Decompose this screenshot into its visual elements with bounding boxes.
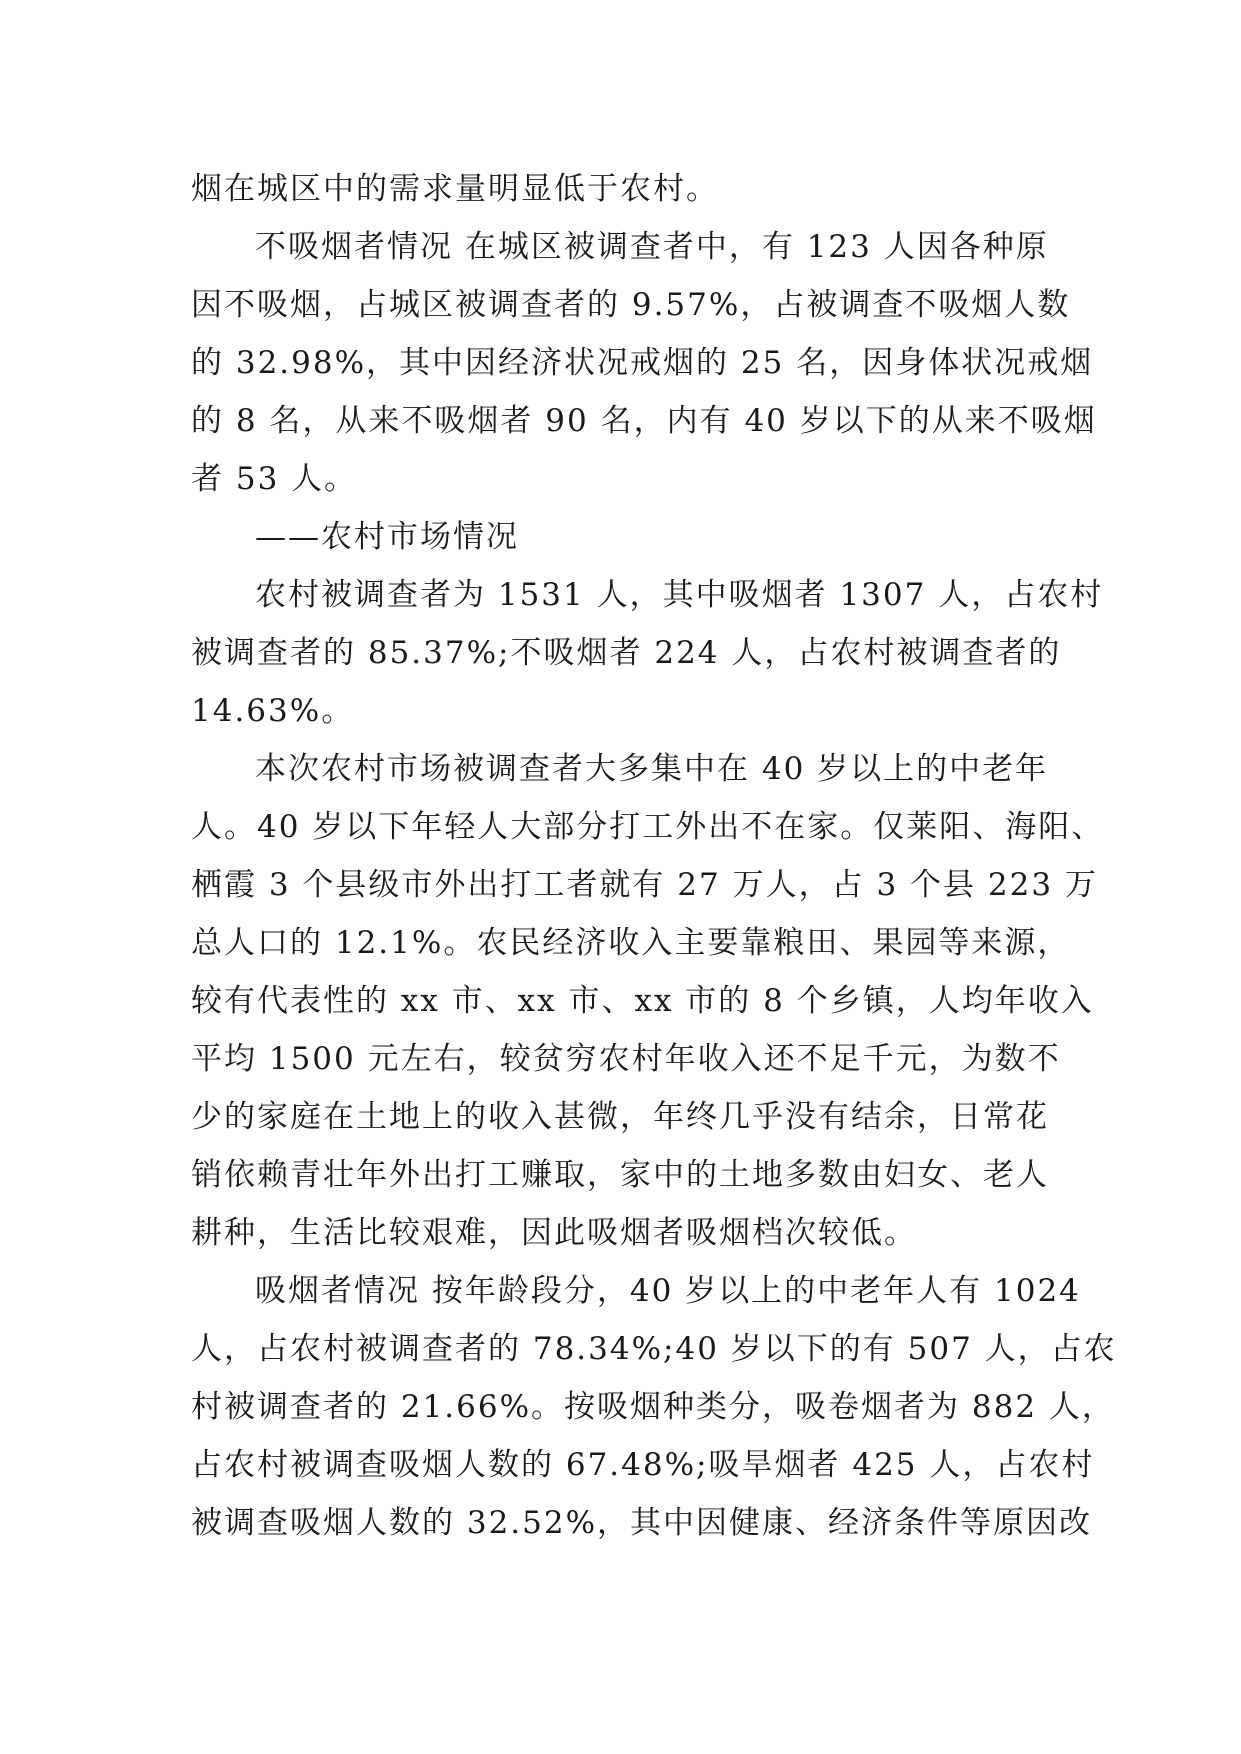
text-line: 平均 1500 元左右，较贫穷农村年收入还不足千元，为数不 <box>191 1041 1061 1077</box>
text-line: 因不吸烟，占城区被调查者的 9.57%，占被调查不吸烟人数 <box>191 287 1071 323</box>
text-line: 14.63%。 <box>191 693 355 729</box>
text-line: 人，占农村被调查者的 78.34%;40 岁以下的有 507 人，占农 <box>191 1331 1117 1367</box>
text-line: 被调查者的 85.37%;不吸烟者 224 人，占农村被调查者的 <box>191 635 1062 671</box>
text-line: 村被调查者的 21.66%。按吸烟种类分，吸卷烟者为 882 人， <box>191 1389 1115 1425</box>
text-line: 总人口的 12.1%。农民经济收入主要靠粮田、果园等来源， <box>191 925 1071 961</box>
document-body <box>191 160 1117 1552</box>
text-line: 者 53 人。 <box>191 461 358 497</box>
text-line: 较有代表性的 xx 市、xx 市、xx 市的 8 个乡镇，人均年收入 <box>191 983 1094 1019</box>
text-line: 的 32.98%，其中因经济状况戒烟的 25 名，因身体状况戒烟 <box>191 345 1094 381</box>
text-line: 农村被调查者为 1531 人，其中吸烟者 1307 人，占农村 <box>255 577 1104 613</box>
text-line: 人。40 岁以下年轻人大部分打工外出不在家。仅莱阳、海阳、 <box>191 809 1105 845</box>
text-line: 本次农村市场被调查者大多集中在 40 岁以上的中老年 <box>255 751 1049 787</box>
text-line: 占农村被调查吸烟人数的 67.48%;吸旱烟者 425 人，占农村 <box>191 1447 1095 1483</box>
text-line: 耕种，生活比较艰难，因此吸烟者吸烟档次较低。 <box>191 1215 917 1251</box>
text-line: 销依赖青壮年外出打工赚取，家中的土地多数由妇女、老人 <box>191 1157 1049 1193</box>
text-line: ——农村市场情况 <box>255 519 519 555</box>
text-line: 不吸烟者情况 在城区被调查者中，有 123 人因各种原 <box>255 229 1049 265</box>
text-line: 栖霞 3 个县级市外出打工者就有 27 万人，占 3 个县 223 万 <box>191 867 1098 903</box>
text-line: 吸烟者情况 按年龄段分，40 岁以上的中老年人有 1024 <box>255 1273 1081 1309</box>
text-line: 烟在城区中的需求量明显低于农村。 <box>191 171 719 207</box>
text-line: 少的家庭在土地上的收入甚微，年终几乎没有结余，日常花 <box>191 1099 1049 1135</box>
text-line: 被调查吸烟人数的 32.52%，其中因健康、经济条件等原因改 <box>191 1505 1093 1541</box>
text-line: 的 8 名，从来不吸烟者 90 名，内有 40 岁以下的从来不吸烟 <box>191 403 1097 439</box>
